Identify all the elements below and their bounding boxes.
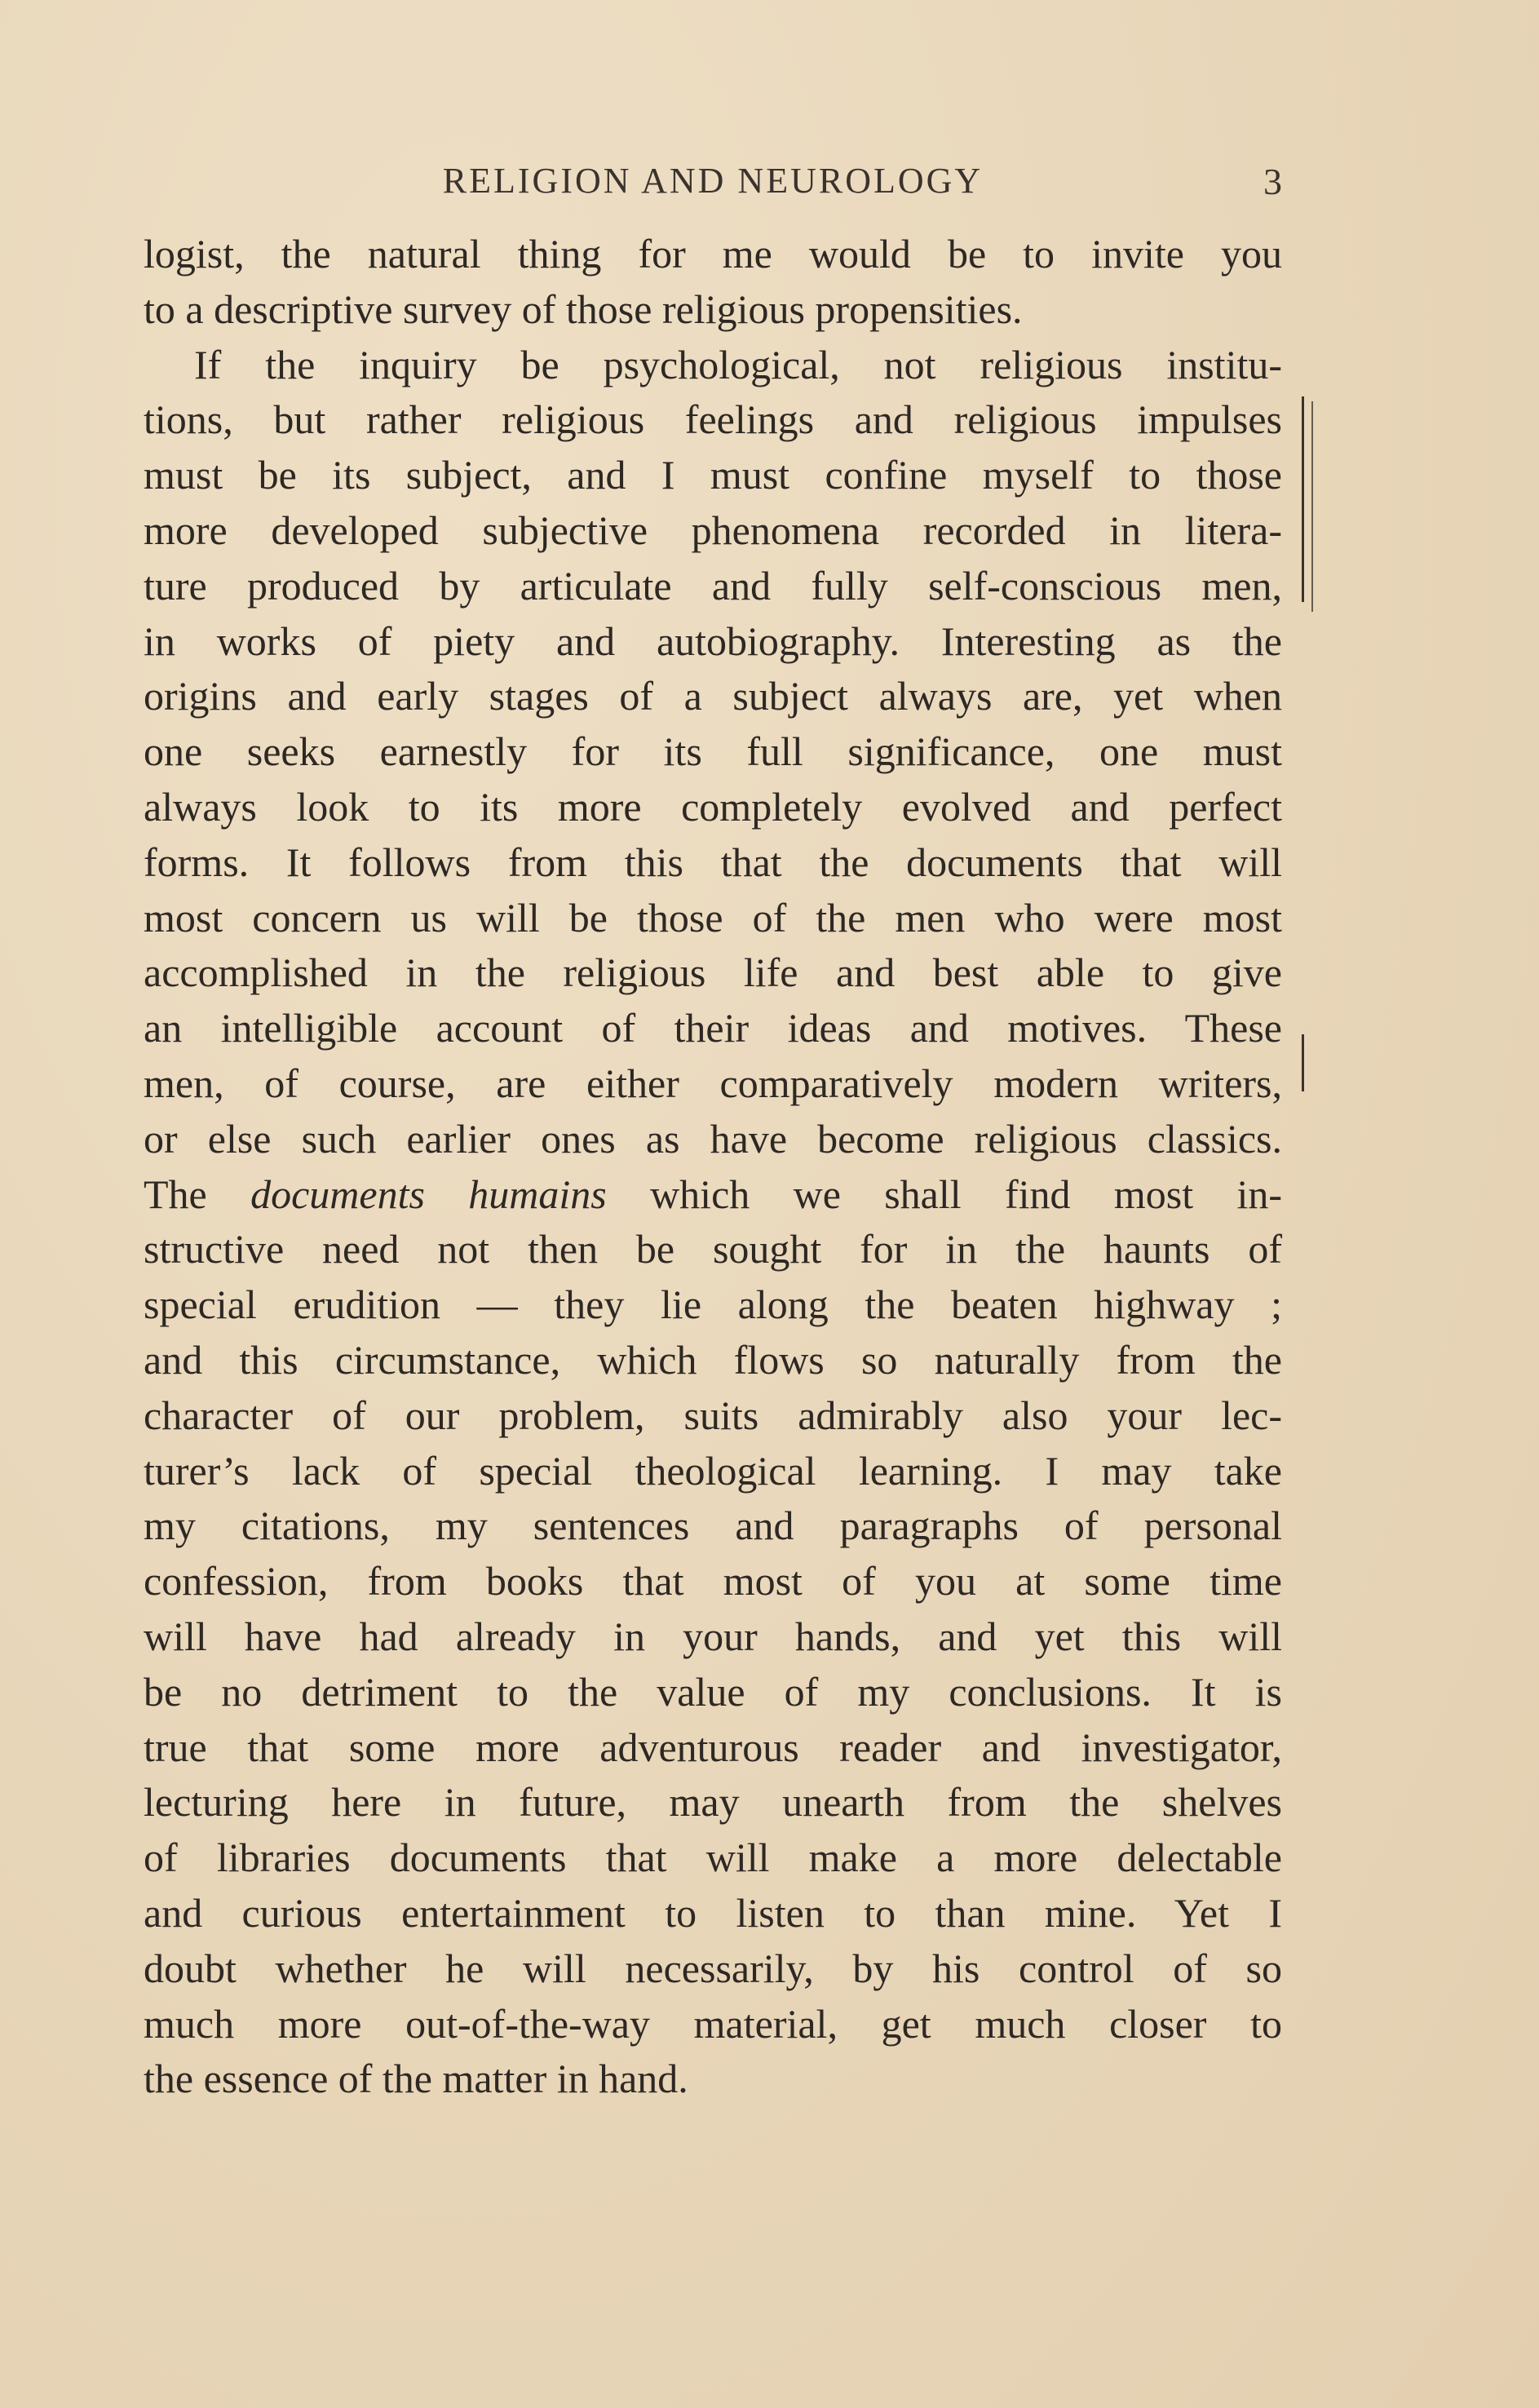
margin-mark-line	[1302, 1034, 1304, 1091]
text-line: in works of piety and autobiography. Interesting as the	[144, 617, 1282, 664]
margin-mark-line	[1302, 396, 1304, 602]
text-line: lecturing here in future, may unearth from the shelves	[144, 1779, 1282, 1826]
text-line: one seeks earnestly for its full significance, one must	[144, 728, 1282, 775]
text-line: and curious entertainment to listen to than mine. Yet I	[144, 1889, 1282, 1936]
text-line: must be its subject, and I must confine myself to those	[144, 452, 1282, 498]
text-line: structive need not then be sought for in the haunts of	[144, 1226, 1282, 1273]
text-line: my citations, my sentences and paragraphs of personal	[144, 1503, 1282, 1549]
page-number: 3	[1263, 161, 1282, 202]
text-line: an intelligible account of their ideas and motives. These	[144, 1005, 1282, 1051]
text-line: origins and early stages of a subject always are, yet when	[144, 673, 1282, 719]
running-head	[144, 160, 1282, 209]
text-line: much more out-of-the-way material, get much closer to	[144, 2000, 1282, 2047]
text-line: men, of course, are either comparatively modern writers,	[144, 1060, 1282, 1106]
text-line: more developed subjective phenomena recorded in litera-	[144, 507, 1282, 553]
italic-phrase: documents humains	[250, 1171, 607, 1217]
text-line: always look to its more completely evolved and perfect	[144, 783, 1282, 830]
text-line: turer’s lack of special theological learning. I may take	[144, 1447, 1282, 1494]
text-line: forms. It follows from this that the documents that will	[144, 839, 1282, 885]
text-fragment: The	[144, 1171, 207, 1217]
paragraph-start-line: If the inquiry be psychological, not religious institu-	[194, 341, 1282, 387]
text-line: and this circumstance, which flows so naturally from the	[144, 1336, 1282, 1383]
margin-mark-line	[1311, 401, 1313, 612]
text-line: special erudition — they lie along the beaten highway ;	[144, 1281, 1282, 1328]
text-line: be no detriment to the value of my conclusions. It is	[144, 1668, 1282, 1715]
text-fragment: which we shall find most in-	[650, 1171, 1282, 1217]
text-line: most concern us will be those of the men who were most	[144, 894, 1282, 941]
running-title: RELIGION AND NEUROLOGY	[442, 161, 984, 201]
text-line: the essence of the matter in hand.	[144, 2056, 688, 2102]
text-line: confession, from books that most of you at some time	[144, 1558, 1282, 1605]
text-line: will have had already in your hands, and yet this will	[144, 1613, 1282, 1659]
text-line: accomplished in the religious life and best able to give	[144, 949, 1282, 996]
text-line: of libraries documents that will make a more delectable	[144, 1835, 1282, 1881]
text-line: logist, the natural thing for me would be to invite you	[144, 231, 1282, 277]
text-line: true that some more adventurous reader and investigator,	[144, 1724, 1282, 1770]
text-line: doubt whether he will necessarily, by his control of so	[144, 1945, 1282, 1991]
text-line: tions, but rather religious feelings and religious impulses	[144, 396, 1282, 443]
body-text	[144, 227, 1282, 2107]
text-line: ture produced by articulate and fully self-conscious men,	[144, 562, 1282, 609]
text-line-with-italic	[144, 1167, 1282, 1223]
text-line: character of our problem, suits admirably also your lec-	[144, 1392, 1282, 1438]
text-line: or else such earlier ones as have become religious classics.	[144, 1115, 1282, 1162]
text-line: to a descriptive survey of those religious propensities.	[144, 286, 1023, 332]
